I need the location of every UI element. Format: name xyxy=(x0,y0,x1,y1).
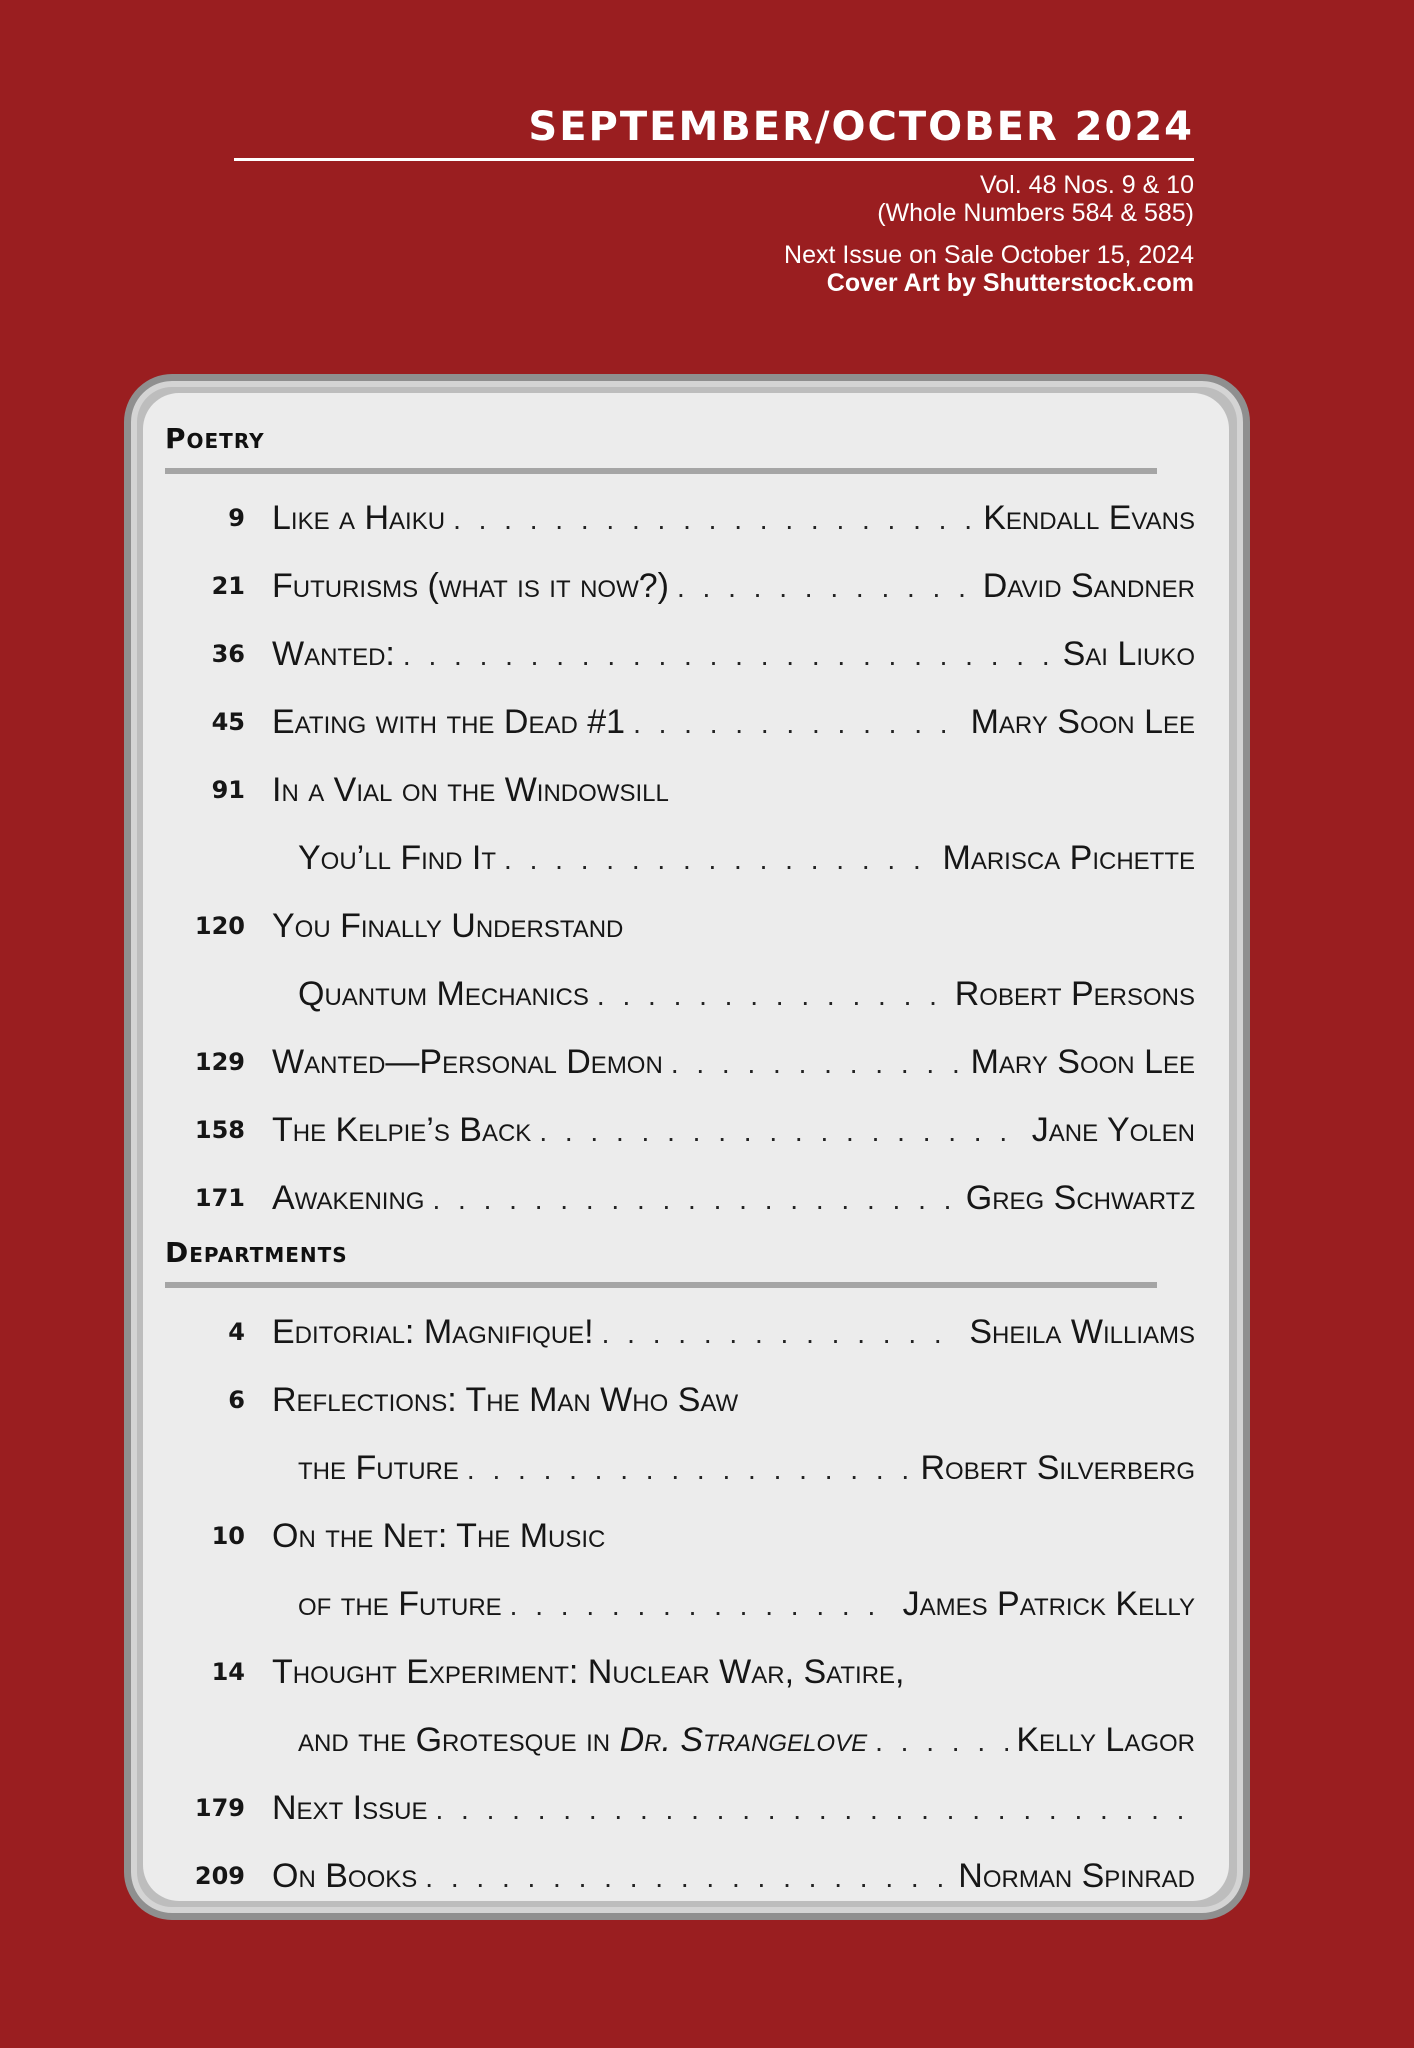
departments-list xyxy=(165,1298,1195,1910)
toc-entry[interactable] xyxy=(165,1842,1195,1910)
entry-author: James Patrick Kelly xyxy=(902,1585,1195,1623)
entry-title: Like a Haiku xyxy=(272,499,446,537)
title-text: of the Future xyxy=(298,1585,502,1623)
entry-author: Kelly Lagor xyxy=(1016,1721,1195,1759)
toc-entry[interactable] xyxy=(165,1774,1195,1842)
entry-title: On the Net: The Music xyxy=(272,1517,606,1555)
entry-line xyxy=(272,1298,1195,1366)
next-issue-date: Next Issue on Sale October 15, 2024 xyxy=(784,241,1194,269)
page-number: 14 xyxy=(211,1658,245,1686)
entry-title: On Books xyxy=(272,1857,418,1895)
entry-line xyxy=(272,1028,1195,1096)
whole-numbers: (Whole Numbers 584 & 585) xyxy=(877,199,1194,227)
entry-title: Thought Experiment: Nuclear War, Satire, xyxy=(272,1653,905,1691)
entry-author: Robert Silverberg xyxy=(920,1449,1195,1487)
page-number: 9 xyxy=(228,504,245,532)
entry-line xyxy=(272,1164,1195,1232)
page-number: 21 xyxy=(211,572,245,600)
entry-line xyxy=(272,1774,1195,1842)
entry-line xyxy=(272,1638,1195,1706)
dot-leader xyxy=(671,1030,963,1098)
dot-leader xyxy=(432,1166,957,1234)
title-text: the Future xyxy=(298,1449,459,1487)
dot-leader xyxy=(504,826,934,894)
toc-entry[interactable] xyxy=(165,688,1195,756)
entry-title-continued xyxy=(298,1570,502,1638)
entry-line xyxy=(298,1706,1195,1774)
toc-entry-continued[interactable] xyxy=(165,824,1195,892)
departments-rule xyxy=(165,1282,1157,1288)
page-number: 179 xyxy=(194,1794,245,1822)
entry-author: Sai Liuko xyxy=(1062,635,1195,673)
entry-line xyxy=(272,1842,1195,1910)
entry-title: Futurisms (what is it now?) xyxy=(272,567,669,605)
toc-entry[interactable] xyxy=(165,1028,1195,1096)
entry-title: In a Vial on the Windowsill xyxy=(272,771,669,809)
entry-title: Wanted: xyxy=(272,635,395,673)
masthead-rule xyxy=(234,158,1194,161)
dot-leader xyxy=(467,1436,913,1504)
entry-title-continued xyxy=(298,1706,867,1774)
title-text: You’ll Find It xyxy=(298,839,497,877)
departments-heading: Departments xyxy=(165,1236,348,1269)
page-number: 158 xyxy=(194,1116,245,1144)
toc-entry-continued[interactable] xyxy=(165,1570,1195,1638)
toc-entry[interactable] xyxy=(165,552,1195,620)
entry-line xyxy=(272,552,1195,620)
dot-leader xyxy=(633,690,963,758)
entry-line xyxy=(272,1096,1195,1164)
entry-line xyxy=(272,620,1195,688)
page-number: 36 xyxy=(211,640,245,668)
entry-author: Sheila Williams xyxy=(969,1313,1195,1351)
page-number: 6 xyxy=(228,1386,245,1414)
dot-leader xyxy=(539,1098,1023,1166)
masthead xyxy=(234,100,1194,297)
toc-entry[interactable] xyxy=(165,620,1195,688)
entry-title-continued xyxy=(298,824,496,892)
dot-leader xyxy=(425,1844,950,1912)
entry-line xyxy=(272,892,1195,960)
toc-entry[interactable] xyxy=(165,1298,1195,1366)
entry-author: Marisca Pichette xyxy=(942,839,1195,877)
italic-title: Dr. Strangelove xyxy=(619,1721,868,1759)
toc-entry-continued[interactable] xyxy=(165,1434,1195,1502)
dot-leader xyxy=(597,962,947,1030)
page-number: 4 xyxy=(228,1318,245,1346)
entry-title-continued xyxy=(298,960,589,1028)
entry-line xyxy=(272,756,1195,824)
entry-author: Mary Soon Lee xyxy=(970,1043,1195,1081)
toc-entry[interactable] xyxy=(165,892,1195,960)
entry-line xyxy=(272,1366,1195,1434)
entry-author: Robert Persons xyxy=(954,975,1195,1013)
entry-title: Next Issue xyxy=(272,1789,428,1827)
dot-leader xyxy=(875,1708,1008,1776)
entry-title: You Finally Understand xyxy=(272,907,624,945)
issue-date: SEPTEMBER/OCTOBER 2024 xyxy=(528,104,1194,150)
poetry-rule xyxy=(165,468,1157,474)
page-number: 129 xyxy=(194,1048,245,1076)
dot-leader xyxy=(403,622,1055,690)
page-number: 171 xyxy=(194,1184,245,1212)
entry-title: Editorial: Magnifique! xyxy=(272,1313,594,1351)
entry-title: Reflections: The Man Who Saw xyxy=(272,1381,739,1419)
toc-entry[interactable] xyxy=(165,1164,1195,1232)
entry-author: Mary Soon Lee xyxy=(970,703,1195,741)
entry-line xyxy=(298,824,1195,892)
entry-line xyxy=(272,688,1195,756)
entry-title: The Kelpie’s Back xyxy=(272,1111,532,1149)
toc-entry-continued[interactable] xyxy=(165,960,1195,1028)
entry-line xyxy=(272,484,1195,552)
cover-credit: Cover Art by Shutterstock.com xyxy=(826,269,1194,297)
toc-entry[interactable] xyxy=(165,484,1195,552)
page-number: 91 xyxy=(211,776,245,804)
toc-entry[interactable] xyxy=(165,1096,1195,1164)
toc-entry[interactable] xyxy=(165,1638,1195,1706)
entry-title-continued xyxy=(298,1434,459,1502)
page-number: 45 xyxy=(211,708,245,736)
entry-line xyxy=(272,1502,1195,1570)
dot-leader xyxy=(510,1572,895,1640)
toc-entry[interactable] xyxy=(165,1502,1195,1570)
entry-line xyxy=(298,960,1195,1028)
entry-title: Eating with the Dead #1 xyxy=(272,703,626,741)
toc-entry-continued[interactable] xyxy=(165,1706,1195,1774)
entry-author: Norman Spinrad xyxy=(958,1857,1195,1895)
dot-leader xyxy=(453,486,975,554)
dot-leader xyxy=(602,1300,962,1368)
entry-title: Wanted—Personal Demon xyxy=(272,1043,663,1081)
page-number: 209 xyxy=(194,1862,245,1890)
toc-entry[interactable] xyxy=(165,1366,1195,1434)
page-number: 120 xyxy=(194,912,245,940)
page-number: 10 xyxy=(211,1522,245,1550)
title-text: and the Grotesque in xyxy=(298,1721,611,1759)
entry-title: Awakening xyxy=(272,1179,425,1217)
dot-leader xyxy=(435,1776,1187,1844)
toc-entry[interactable] xyxy=(165,756,1195,824)
entry-author: Jane Yolen xyxy=(1031,1111,1195,1149)
dot-leader xyxy=(677,554,975,622)
entry-line xyxy=(298,1434,1195,1502)
poetry-heading: Poetry xyxy=(165,422,265,455)
entry-author: David Sandner xyxy=(982,567,1195,605)
poetry-list xyxy=(165,484,1195,1232)
entry-author: Greg Schwartz xyxy=(965,1179,1195,1217)
table-of-contents xyxy=(165,418,1195,1910)
entry-author: Kendall Evans xyxy=(983,499,1195,537)
entry-line xyxy=(298,1570,1195,1638)
volume-number: Vol. 48 Nos. 9 & 10 xyxy=(979,171,1194,199)
title-text: Quantum Mechanics xyxy=(298,975,589,1013)
